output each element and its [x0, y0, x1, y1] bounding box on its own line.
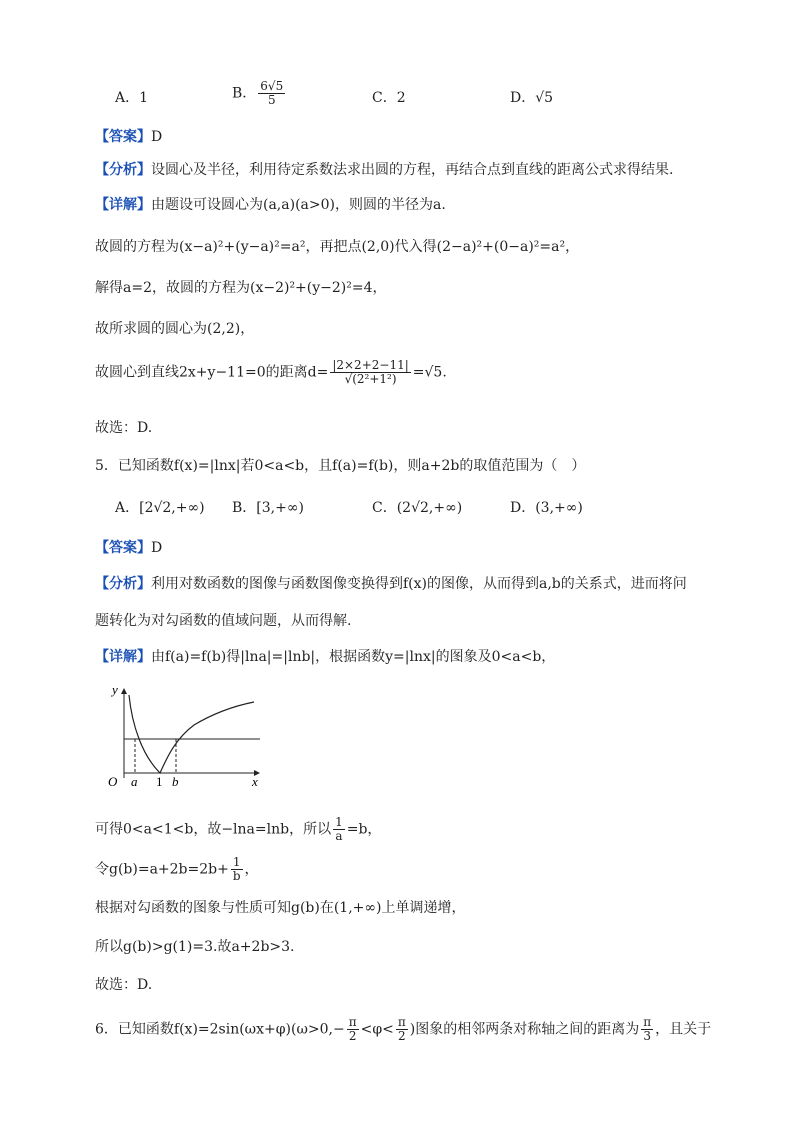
q4-option-c[interactable]: [372, 88, 406, 108]
q4-answer: [95, 127, 162, 147]
fraction-one-over-b: [231, 856, 243, 883]
line-text: 可得0<a<1<b，故−lna=lnb，所以: [95, 821, 332, 838]
fraction-pi-over-2: [396, 1016, 408, 1043]
fraction-denominator: 3: [643, 1029, 651, 1044]
answer-tag: 【答案】: [95, 129, 151, 145]
fraction-pi-over-3: [641, 1016, 653, 1043]
fraction-numerator: π: [348, 1015, 357, 1029]
fraction-denominator: 2: [397, 1029, 406, 1044]
q5-option-d[interactable]: D．(3,+∞): [510, 500, 583, 516]
ln-abs-graph: [94, 680, 264, 790]
distance-fraction: [330, 359, 410, 386]
q5-answer: [95, 538, 162, 558]
line-text: 令g(b)=a+2b=2b+: [95, 861, 229, 878]
q4-option-b[interactable]: [232, 80, 287, 107]
y-axis-arrow: [121, 688, 127, 694]
label-a: a: [131, 774, 138, 789]
fraction-denominator: √(2²+1²): [344, 372, 397, 387]
q4-option-d[interactable]: [510, 88, 553, 108]
line-text: =√5.: [412, 364, 447, 381]
q5-choose: 故选：D.: [95, 977, 153, 993]
answer-tag: 【答案】: [95, 540, 151, 556]
option-value: √5: [535, 90, 554, 106]
fraction-numerator: 1: [232, 855, 241, 869]
answer-value: D: [151, 540, 163, 556]
analysis-tag: 【分析】: [95, 576, 151, 592]
fraction-numerator: 1: [335, 815, 343, 829]
q5-solution-line-2: [95, 856, 259, 883]
analysis-text: 设圆心及半径，利用待定系数法求出圆的方程，再结合点到直线的距离公式求得结果.: [151, 162, 674, 178]
line-text: =b，: [346, 821, 382, 838]
answer-value: D: [151, 129, 163, 145]
option-value: 1: [139, 90, 149, 106]
q5-option-a[interactable]: A．[2√2,+∞): [115, 500, 205, 516]
q4-analysis: [95, 160, 673, 180]
detail-tag: 【详解】: [95, 649, 151, 665]
q4-solution-line-4: [95, 359, 447, 386]
option-fraction: [258, 80, 285, 107]
detail-text: 由题设可设圆心为(a,a)(a>0)，则圆的半径为a.: [151, 197, 446, 213]
analysis-tag: 【分析】: [95, 162, 151, 178]
label-x: x: [252, 774, 258, 789]
q4-solution-line-3: 故所求圆的圆心为(2,2)，: [95, 321, 255, 337]
line-text: 故圆心到直线2x+y−11=0的距离d=: [95, 364, 329, 381]
option-letter: B．: [232, 85, 257, 102]
q5-detail: [95, 647, 555, 667]
q5-solution-line-3: 根据对勾函数的图象与性质可知g(b)在(1,+∞)上单调递增，: [95, 900, 466, 916]
option-letter: A．: [115, 90, 140, 106]
fraction-denominator: a: [335, 829, 343, 844]
q5-analysis: [95, 574, 687, 594]
q4-choose: 故选：D.: [95, 420, 153, 436]
label-origin: O: [108, 774, 118, 789]
detail-text: 由f(a)=f(b)得|lna|=|lnb|，根据函数y=|lnx|的图象及0<a<b，: [151, 649, 556, 665]
q5-solution-line-4: 所以g(b)>g(1)=3.故a+2b>3.: [95, 939, 295, 955]
label-y: y: [112, 682, 118, 697]
q4-solution-line-2: 解得a=2，故圆的方程为(x−2)²+(y−2)²=4，: [95, 280, 387, 296]
line-text: <φ<: [360, 1021, 394, 1038]
fraction-denominator: 2: [348, 1029, 357, 1044]
q5-solution-line-1: [95, 816, 381, 843]
q4-solution-line-1: 故圆的方程为(x−a)²+(y−a)²=a²，再把点(2,0)代入得(2−a)²+(0−a)²=a²，: [95, 239, 580, 255]
fraction-one-over-a: [333, 816, 345, 843]
q5-analysis-line-2: 题转化为对勾函数的值域问题，从而得解.: [95, 613, 352, 629]
q6-stem: [95, 1016, 711, 1043]
fraction-denominator: 5: [267, 93, 276, 108]
fraction-numerator: |2×2+2−11|: [332, 358, 409, 372]
ln-abs-curve: [129, 695, 254, 773]
detail-tag: 【详解】: [95, 197, 151, 213]
label-one: 1: [156, 774, 163, 789]
line-text: )图象的相邻两条对称轴之间的距离为: [409, 1021, 640, 1038]
q5-stem: 5．已知函数f(x)=|lnx|若0<a<b，且f(a)=f(b)，则a+2b的取值范围为（ ）: [95, 458, 586, 474]
fraction-denominator: b: [232, 869, 241, 884]
option-value: 2: [396, 90, 406, 106]
fraction-numerator: π: [643, 1015, 652, 1029]
fraction-numerator: π: [397, 1015, 406, 1029]
line-text: 6．已知函数f(x)=2sin(ωx+φ)(ω>0,−: [95, 1021, 345, 1038]
q5-option-b[interactable]: B．[3,+∞): [232, 500, 304, 516]
line-text: ，: [244, 861, 259, 878]
fraction-pi-over-2: [347, 1016, 359, 1043]
option-letter: C．: [372, 90, 397, 106]
q5-option-c[interactable]: C．(2√2,+∞): [372, 500, 463, 516]
label-b: b: [172, 774, 179, 789]
fraction-numerator: 6√5: [260, 79, 284, 93]
analysis-text: 利用对数函数的图像与函数图像变换得到f(x)的图像，从而得到a,b的关系式，进而将问: [151, 576, 687, 592]
line-text: ，且关于: [655, 1021, 712, 1038]
option-letter: D．: [510, 90, 536, 106]
q4-option-a[interactable]: [115, 88, 148, 108]
q4-detail: [95, 195, 446, 215]
